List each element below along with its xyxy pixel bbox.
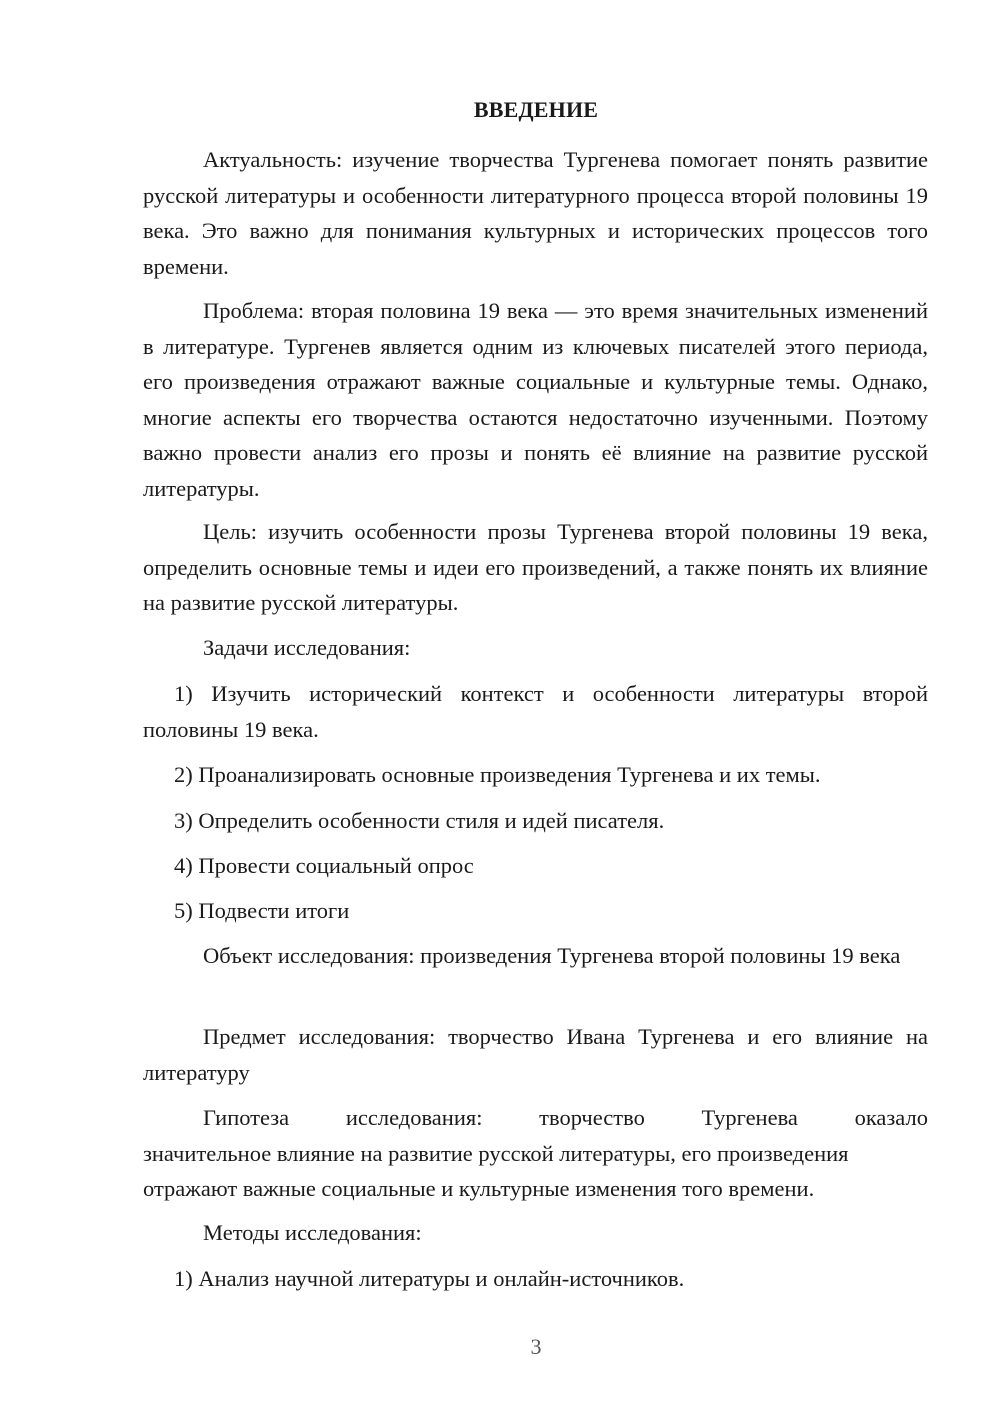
paragraph-actuality: Актуальность: изучение творчества Тургенева помогает понять развитие русской литературы и особенности литературного процесса второй половины 19 века. Это важно для понимания культурных и исторических процессов того времени. [143,147,928,279]
hypothesis-line-1 [143,1100,928,1136]
task-item-3: 3) Определить особенности стиля и идей писателя. [174,808,665,833]
paragraph-subject: Предмет исследования: творчество Ивана Тургенева и его влияние на литературу [143,1024,928,1085]
paragraph-problem: Проблема: вторая половина 19 века — это время значительных изменений в литературе. Тургенев является одним из ключевых писателей этого периода, его произведения отражают важные социальные и культурные темы. Однако, многие аспекты его творчества остаются недостаточно изученными. Поэтому важно провести анализ его прозы и понять её влияние на развитие русской литературы. [143,298,928,501]
hypothesis-word: исследования: [345,1105,483,1130]
task-item-5: 5) Подвести итоги [174,898,350,923]
paragraph-hypothesis [143,1100,928,1207]
paragraph-goal: Цель: изучить особенности прозы Тургенева второй половины 19 века, определить основные темы и идеи его произведений, а также понять их влияние на развитие русской литературы. [143,519,928,615]
hypothesis-word: творчество [539,1105,645,1130]
paragraph-object: Объект исследования: произведения Тургенева второй половины 19 века [203,943,901,968]
section-heading: ВВЕДЕНИЕ [473,97,599,122]
tasks-title: Задачи исследования: [203,635,411,660]
hypothesis-word: Тургенева [701,1105,798,1130]
hypothesis-line-3: отражают важные социальные и культурные изменения того времени. [143,1176,815,1201]
page-number: 3 [530,1334,542,1359]
task-item-4: 4) Провести социальный опрос [174,853,474,878]
method-item-1: 1) Анализ научной литературы и онлайн-источников. [174,1266,685,1291]
task-item-1: 1) Изучить исторический контекст и особенности литературы второй половины 19 века. [143,681,928,742]
methods-title: Методы исследования: [203,1220,422,1245]
hypothesis-line-2: значительное влияние на развитие русской литературы, его произведения [143,1140,849,1166]
task-item-2: 2) Проанализировать основные произведения Тургенева и их темы. [174,762,821,787]
hypothesis-word: оказало [854,1105,928,1130]
hypothesis-word: Гипотеза [203,1105,290,1130]
